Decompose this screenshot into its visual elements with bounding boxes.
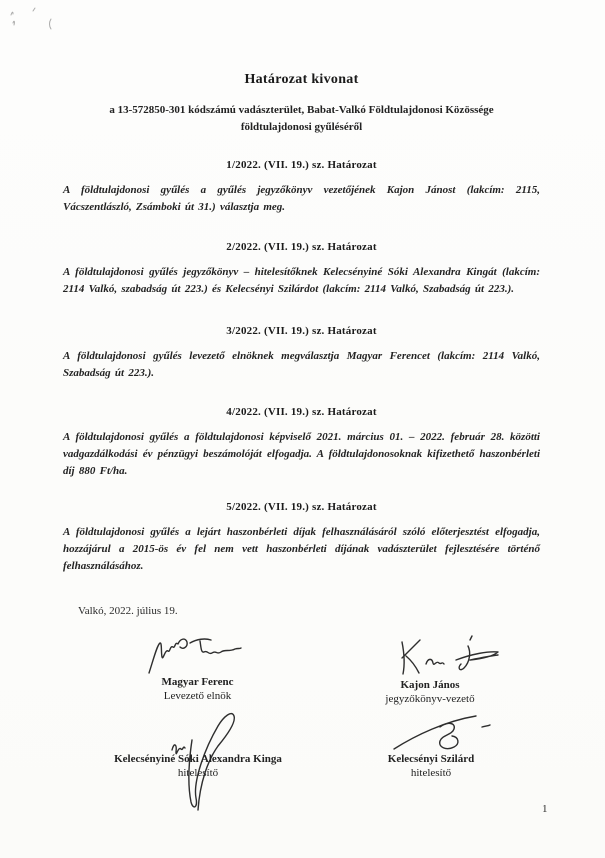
resolution-body-3: A földtulajdonosi gyűlés levezető elnöknek megválasztja Magyar Ferencet (lakcím: 2114 Valkó, Szabadság út 223.). xyxy=(63,350,540,379)
signature-block-kajon-janos xyxy=(355,678,505,706)
signer-name: Magyar Ferenc xyxy=(161,676,234,688)
signer-name: Kelecsényi Szilárd xyxy=(387,753,475,765)
resolution-heading-3: 3/2022. (VII. 19.) sz. Határozat xyxy=(226,325,377,337)
signature-magyar-ferenc-icon xyxy=(145,631,245,677)
signature-block-magyar-ferenc xyxy=(115,675,280,703)
signer-role: hitelesítő xyxy=(177,767,219,779)
date-line: Valkó, 2022. július 19. xyxy=(78,605,178,617)
signature-block-kelecsenyine xyxy=(98,752,298,780)
signer-role: hitelesítő xyxy=(410,767,452,779)
resolution-body-5: A földtulajdonosi gyűlés a lejárt haszonbérleti díjak felhasználásáról szóló előterjesztést elfogadja, hozzájárul a 2015-ös év fel nem vett haszonbérleti díjának vadászterület fejlesztésére történő felhasználásához. xyxy=(63,526,540,572)
resolution-body-4: A földtulajdonosi gyűlés a földtulajdonosi képviselő 2021. március 01. – 2022. február 28. közötti vadgazdálkodási év pénzügyi beszámolóját elfogadja. A földtulajdonosoknak kifizethető haszonbérleti díj 880 Ft/ha. xyxy=(63,431,540,477)
document-content xyxy=(63,72,540,617)
resolution-section-3 xyxy=(63,324,540,382)
resolution-heading-1: 1/2022. (VII. 19.) sz. Határozat xyxy=(226,159,377,171)
signature-kelecsenyi-szilard-icon xyxy=(388,711,493,753)
subtitle-line-2: földtulajdonosi gyűléséről xyxy=(240,121,363,133)
subtitle-line-1: a 13-572850-301 kódszámú vadászterület, Babat-Valkó Földtulajdonosi Közössége xyxy=(109,104,494,116)
document-subtitle xyxy=(63,102,540,136)
signature-kajon-janos-icon xyxy=(392,634,504,680)
signature-block-kelecsenyi-szilard xyxy=(356,752,506,780)
signer-name: Kajon János xyxy=(400,679,460,691)
signer-name: Kelecsényiné Sóki Alexandra Kinga xyxy=(114,753,282,765)
document-title: Határozat kivonat xyxy=(244,72,359,87)
resolution-section-1 xyxy=(63,158,540,216)
resolution-body-1: A földtulajdonosi gyűlés a gyűlés jegyzőkönyv vezetőjének Kajon Jánost (lakcím: 2115, Vácszentlászló, Zsámboki út 31.) választja meg. xyxy=(63,184,540,213)
signer-role: jegyzőkönyv-vezető xyxy=(385,693,475,705)
scan-artifact-marks xyxy=(4,6,64,38)
resolution-section-5 xyxy=(63,500,540,575)
resolution-body-2: A földtulajdonosi gyűlés jegyzőkönyv – hitelesítőknek Kelecsényiné Sóki Alexandra Kingát (lakcím: 2114 Valkó, szabadság út 223.) és Kelecsényi Szilárdot (lakcím: 2114 Valkó, Szabadság út 223.). xyxy=(63,266,540,295)
resolution-section-4 xyxy=(63,405,540,480)
resolution-section-2 xyxy=(63,240,540,298)
signer-role: Levezető elnök xyxy=(163,690,232,702)
page-number: 1 xyxy=(542,803,548,815)
resolution-heading-2: 2/2022. (VII. 19.) sz. Határozat xyxy=(226,241,377,253)
resolution-heading-4: 4/2022. (VII. 19.) sz. Határozat xyxy=(226,406,377,418)
resolution-heading-5: 5/2022. (VII. 19.) sz. Határozat xyxy=(226,501,377,513)
